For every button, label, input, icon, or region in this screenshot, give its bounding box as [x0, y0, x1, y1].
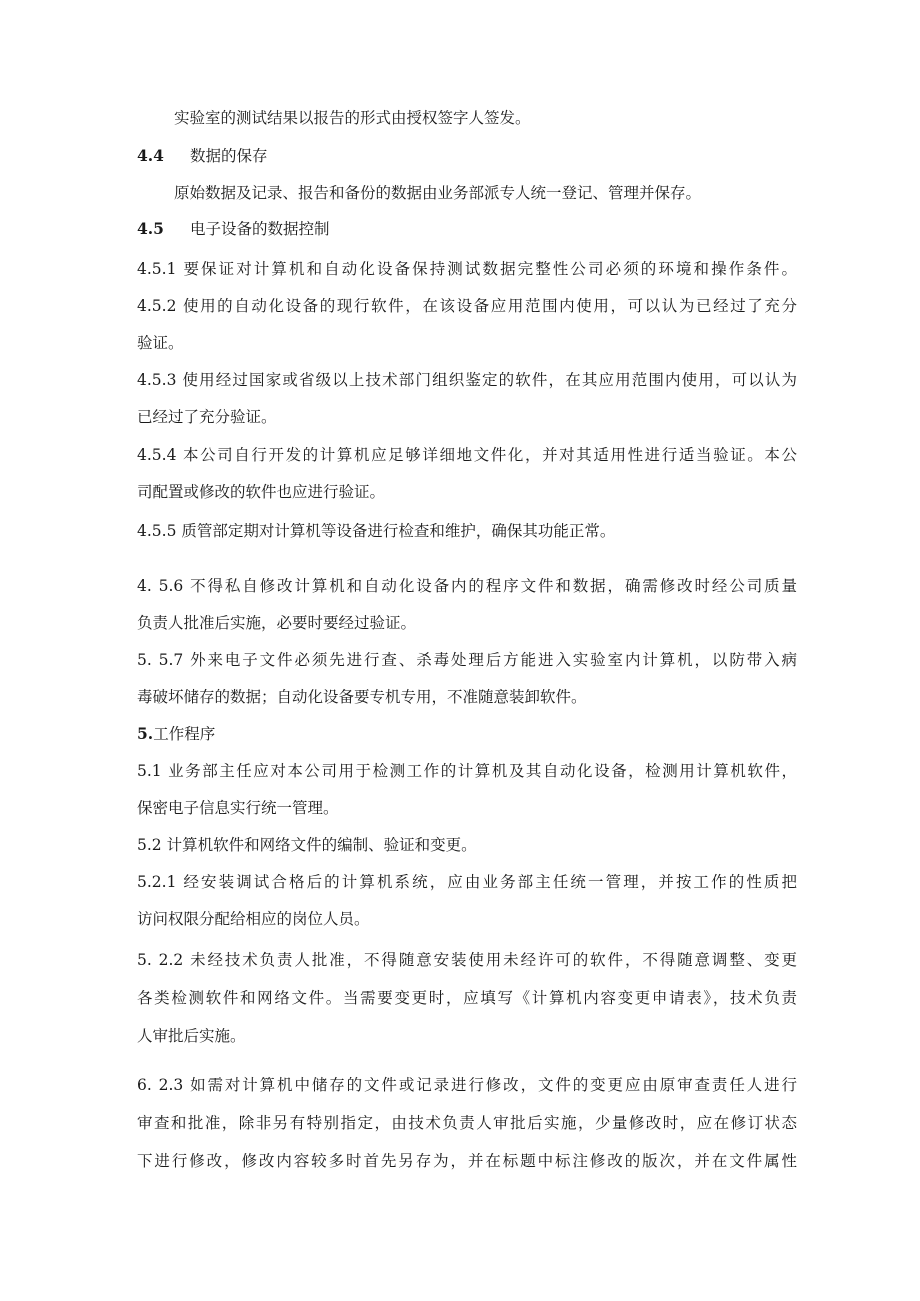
paragraph-4-5-4-line2: 司配置或修改的软件也应进行验证。 — [137, 483, 386, 501]
paragraph-5-6-line2: 负责人批准后实施，必要时要经过验证。 — [137, 614, 417, 632]
paragraph-4-5-5: 4.5.5 质管部定期对计算机等设备进行检查和维护，确保其功能正常。 — [137, 522, 616, 540]
section-number: 5. — [137, 724, 154, 743]
paragraph-5-7-line2: 毒破坏储存的数据；自动化设备要专机专用，不准随意装卸软件。 — [137, 688, 587, 706]
paragraph-4-5-1: 4.5.1 要保证对计算机和自动化设备保持测试数据完整性公司必须的环境和操作条件。 — [137, 260, 797, 278]
section-title: 电子设备的数据控制 — [189, 220, 330, 238]
section-heading-4-5 — [137, 219, 797, 239]
section-heading-4-4 — [137, 146, 797, 166]
paragraph-5-2-1-line2: 访问权限分配给相应的岗位人员。 — [137, 910, 370, 928]
paragraph-2-3-line3: 下进行修改，修改内容较多时首先另存为，并在标题中标注修改的版次，并在文件属性 — [137, 1152, 797, 1170]
paragraph-report-signing: 实验室的测试结果以报告的形式由授权签字人签发。 — [174, 109, 531, 127]
section-heading-5 — [137, 724, 797, 744]
paragraph-4-5-2-line1: 4.5.2 使用的自动化设备的现行软件，在该设备应用范围内使用，可以认为已经过了充分 — [137, 297, 797, 315]
paragraph-4-5-4-line1: 4.5.4 本公司自行开发的计算机应足够详细地文件化，并对其适用性进行适当验证。本公 — [137, 446, 797, 464]
section-number: 4.5 — [137, 219, 164, 238]
paragraph-2-2-line1: 5. 2.2 未经技术负责人批准，不得随意安装使用未经许可的软件，不得随意调整、变更 — [137, 951, 797, 969]
paragraph-2-3-line1: 6. 2.3 如需对计算机中储存的文件或记录进行修改，文件的变更应由原审查责任人进行 — [137, 1076, 797, 1094]
paragraph-5-2-1-line1: 5.2.1 经安装调试合格后的计算机系统，应由业务部主任统一管理，并按工作的性质把 — [137, 873, 797, 891]
section-title: 工作程序 — [153, 725, 216, 743]
paragraph-2-3-line2: 审查和批准，除非另有特别指定，由技术负责人审批后实施，少量修改时，应在修订状态 — [137, 1114, 797, 1132]
paragraph-4-5-3-line2: 已经过了充分验证。 — [137, 408, 277, 426]
paragraph-data-storage: 原始数据及记录、报告和备份的数据由业务部派专人统一登记、管理并保存。 — [174, 184, 702, 202]
paragraph-2-2-line2: 各类检测软件和网络文件。当需要变更时，应填写《计算机内容变更申请表》，技术负责 — [137, 989, 797, 1007]
paragraph-4-5-2-line2: 验证。 — [137, 334, 184, 352]
section-number: 4.4 — [137, 146, 164, 165]
section-title: 数据的保存 — [189, 147, 268, 165]
paragraph-2-2-line3: 人审批后实施。 — [137, 1027, 246, 1045]
paragraph-5-7-line1: 5. 5.7 外来电子文件必须先进行查、杀毒处理后方能进入实验室内计算机，以防带入病 — [137, 651, 797, 669]
paragraph-4-5-3-line1: 4.5.3 使用经过国家或省级以上技术部门组织鉴定的软件，在其应用范围内使用，可以认为 — [137, 371, 797, 389]
paragraph-5-6-line1: 4. 5.6 不得私自修改计算机和自动化设备内的程序文件和数据，确需修改时经公司质量 — [137, 577, 797, 595]
paragraph-5-1-line2: 保密电子信息实行统一管理。 — [137, 799, 339, 817]
paragraph-5-1-line1: 5.1 业务部主任应对本公司用于检测工作的计算机及其自动化设备，检测用计算机软件， — [137, 762, 797, 780]
paragraph-5-2: 5.2 计算机软件和网络文件的编制、验证和变更。 — [137, 836, 477, 854]
